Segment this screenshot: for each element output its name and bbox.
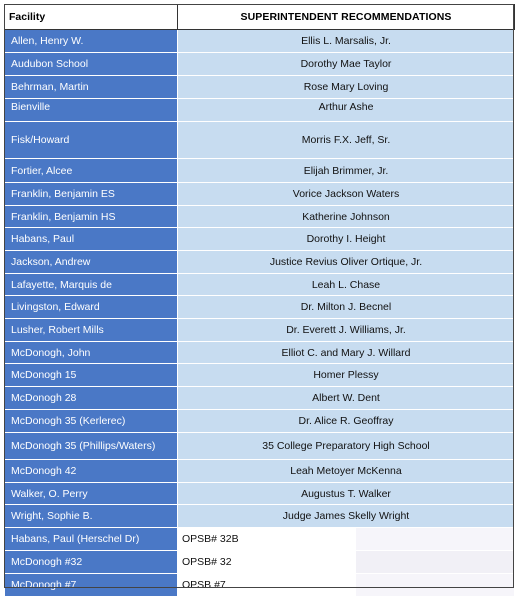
facility-cell: Allen, Henry W.	[5, 30, 178, 53]
table-row	[5, 251, 515, 274]
table-row	[5, 505, 515, 528]
table-row	[5, 364, 515, 387]
recommendations-header: SUPERINTENDENT RECOMMENDATIONS	[178, 5, 515, 30]
recommendation-cell: Arthur Ashe	[178, 99, 515, 122]
note-cell: OPSB# 32B	[178, 528, 356, 551]
empty-cell	[356, 574, 515, 597]
header-row	[5, 5, 515, 30]
recommendation-cell: Judge James Skelly Wright	[178, 505, 515, 528]
table-row	[5, 460, 515, 483]
facility-cell: Behrman, Martin	[5, 76, 178, 99]
recommendation-cell: Dr. Everett J. Williams, Jr.	[178, 319, 515, 342]
table-row	[5, 296, 515, 319]
facility-cell: Audubon School	[5, 53, 178, 76]
facility-cell: McDonogh #7	[5, 574, 178, 597]
facility-cell: Jackson, Andrew	[5, 251, 178, 274]
table-row	[5, 76, 515, 99]
facility-cell: McDonogh 35 (Kerlerec)	[5, 410, 178, 433]
recommendation-cell: Elliot C. and Mary J. Willard	[178, 342, 515, 364]
facility-cell: Fortier, Alcee	[5, 159, 178, 183]
recommendation-cell: Justice Revius Oliver Ortique, Jr.	[178, 251, 515, 274]
facility-cell: McDonogh #32	[5, 551, 178, 574]
recommendation-cell: Homer Plessy	[178, 364, 515, 387]
table-row	[5, 53, 515, 76]
table-row	[5, 183, 515, 206]
table-row	[5, 319, 515, 342]
table-row	[5, 433, 515, 460]
recommendation-cell: Vorice Jackson Waters	[178, 183, 515, 206]
recommendation-cell: Rose Mary Loving	[178, 76, 515, 99]
table-row	[5, 274, 515, 296]
facility-cell: Fisk/Howard	[5, 122, 178, 159]
facility-cell: Franklin, Benjamin HS	[5, 206, 178, 228]
table-row	[5, 206, 515, 228]
facility-header: Facility	[5, 5, 178, 30]
table-row	[5, 528, 515, 551]
facility-cell: Bienville	[5, 99, 178, 122]
table-row	[5, 99, 515, 122]
table-row	[5, 551, 515, 574]
recommendation-cell: Ellis L. Marsalis, Jr.	[178, 30, 515, 53]
recommendation-cell: Dorothy Mae Taylor	[178, 53, 515, 76]
recommendation-cell: Katherine Johnson	[178, 206, 515, 228]
recommendation-cell: Dr. Alice R. Geoffray	[178, 410, 515, 433]
note-cell: OPSB# 32	[178, 551, 356, 574]
note-cell: OPSB #7	[178, 574, 356, 597]
facility-cell: Lusher, Robert Mills	[5, 319, 178, 342]
facility-cell: Livingston, Edward	[5, 296, 178, 319]
recommendations-table	[4, 4, 515, 597]
table-row	[5, 342, 515, 364]
facility-cell: Habans, Paul (Herschel Dr)	[5, 528, 178, 551]
facility-cell: McDonogh 42	[5, 460, 178, 483]
empty-cell	[356, 551, 515, 574]
empty-cell	[356, 528, 515, 551]
recommendation-cell: Leah Metoyer McKenna	[178, 460, 515, 483]
recommendation-cell: Albert W. Dent	[178, 387, 515, 410]
facility-cell: Walker, O. Perry	[5, 483, 178, 505]
facility-cell: McDonogh 28	[5, 387, 178, 410]
recommendation-cell: Morris F.X. Jeff, Sr.	[178, 122, 515, 159]
table-row	[5, 30, 515, 53]
table-row	[5, 159, 515, 183]
table-row	[5, 483, 515, 505]
table-row	[5, 122, 515, 159]
facility-cell: Franklin, Benjamin ES	[5, 183, 178, 206]
recommendation-cell: Leah L. Chase	[178, 274, 515, 296]
table-row	[5, 387, 515, 410]
facility-cell: McDonogh 35 (Phillips/Waters)	[5, 433, 178, 460]
facility-cell: Wright, Sophie B.	[5, 505, 178, 528]
recommendation-cell: Dorothy I. Height	[178, 228, 515, 251]
table-row	[5, 228, 515, 251]
recommendation-cell: 35 College Preparatory High School	[178, 433, 515, 460]
facility-cell: Lafayette, Marquis de	[5, 274, 178, 296]
facility-cell: McDonogh 15	[5, 364, 178, 387]
recommendation-cell: Augustus T. Walker	[178, 483, 515, 505]
recommendation-cell: Dr. Milton J. Becnel	[178, 296, 515, 319]
table-row	[5, 574, 515, 597]
facility-cell: Habans, Paul	[5, 228, 178, 251]
recommendation-cell: Elijah Brimmer, Jr.	[178, 159, 515, 183]
table-row	[5, 410, 515, 433]
facility-cell: McDonogh, John	[5, 342, 178, 364]
